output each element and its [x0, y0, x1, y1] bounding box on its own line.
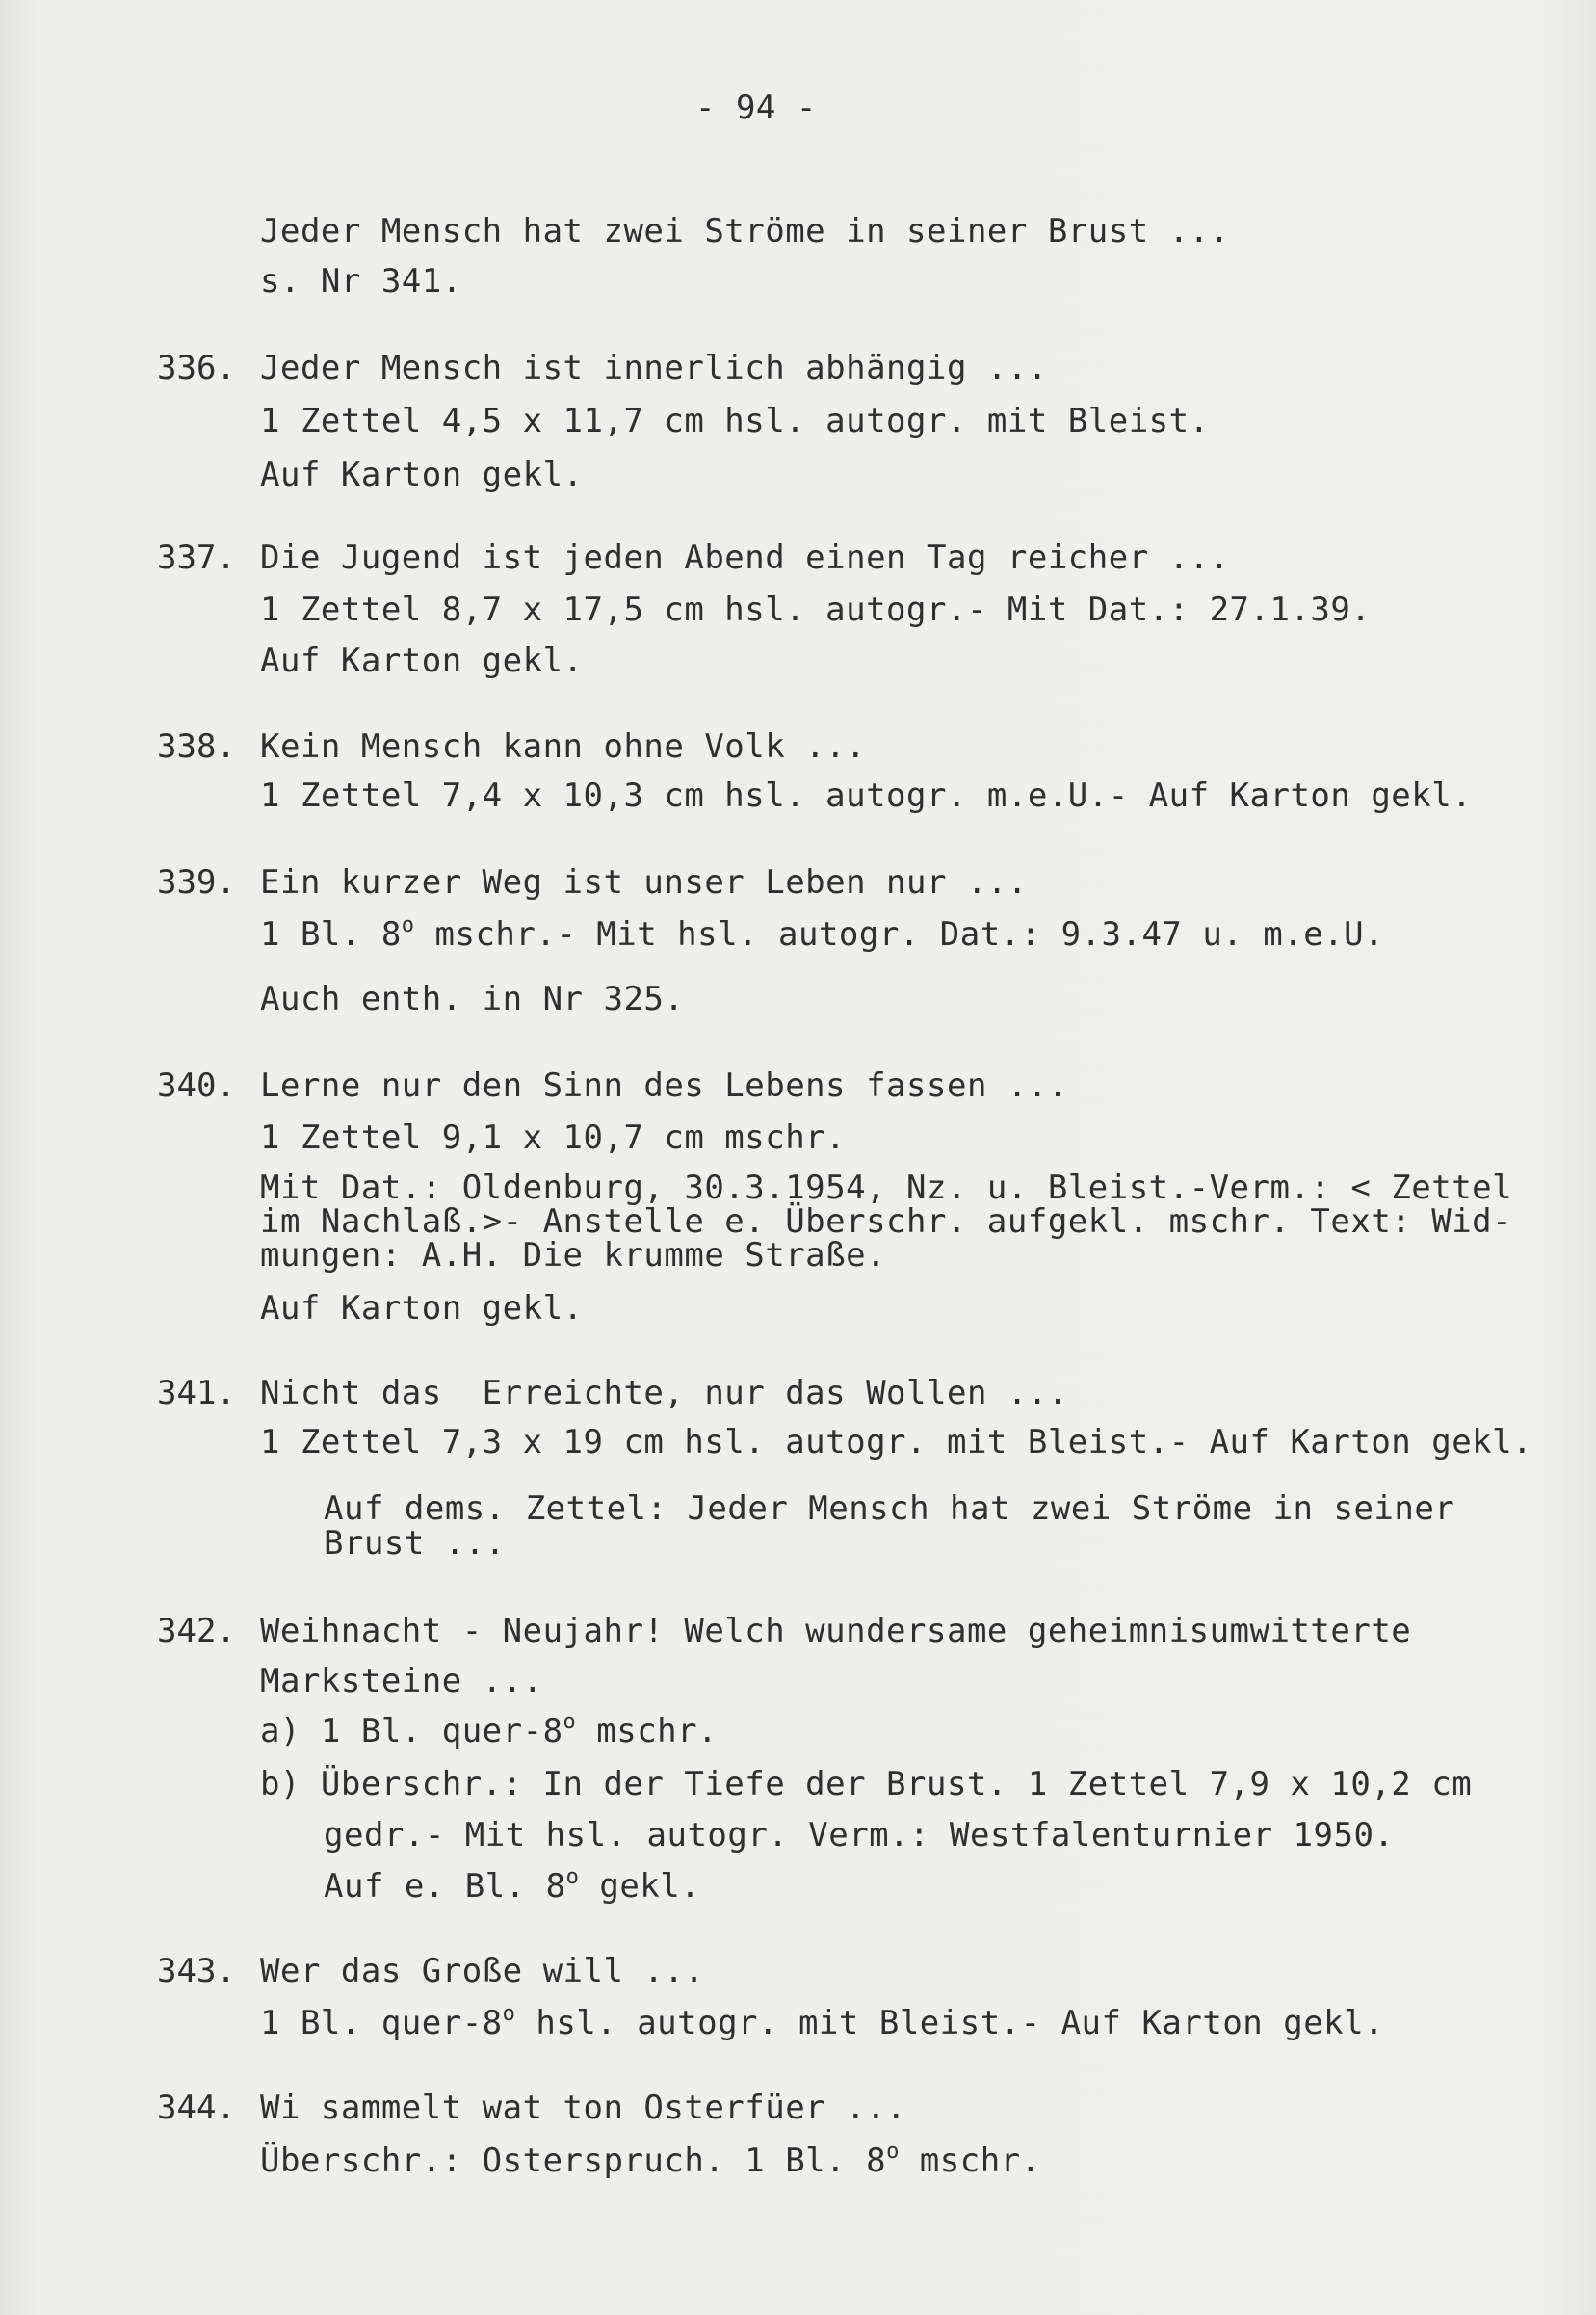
entry-title-continued: Marksteine ... [260, 1662, 543, 1700]
entry-title: Wer das Große will ... [260, 1952, 705, 1990]
entry-note: Auch enth. in Nr 325. [260, 980, 685, 1018]
page-number: - 94 - [695, 89, 817, 127]
entry-description-part: hsl. autogr. mit Bleist.- Auf Karton gekl. [515, 2004, 1385, 2042]
entry-title: Die Jugend ist jeden Abend einen Tag reicher ... [260, 539, 1230, 577]
entry-number: 344. [157, 2089, 236, 2127]
entry-note: Auf dems. Zettel: Jeder Mensch hat zwei Ströme in seiner [324, 1489, 1455, 1528]
entry-number: 336. [157, 349, 236, 387]
entry-note: Brust ... [324, 1524, 506, 1563]
entry-description: 1 Zettel 8,7 x 17,5 cm hsl. autogr.- Mit Dat.: 27.1.39. [260, 591, 1372, 629]
entry-item-a-part: mschr. [576, 1712, 719, 1750]
entry-number: 340. [157, 1066, 236, 1105]
entry-description-part: Überschr.: Osterspruch. 1 Bl. 8 [260, 2142, 887, 2180]
degree-superscript: o [565, 1865, 580, 1889]
entry-description: 1 Zettel 9,1 x 10,7 cm mschr. [260, 1118, 847, 1157]
entry-item-b-note-part: Auf e. Bl. 8 [324, 1867, 566, 1906]
entry-item-b-continued: gedr.- Mit hsl. autogr. Verm.: Westfalenturnier 1950. [324, 1816, 1395, 1855]
intro-reference: s. Nr 341. [260, 262, 462, 301]
entry-item-b-note [324, 1867, 700, 1910]
entry-title: Wi sammelt wat ton Osterfüer ... [260, 2089, 907, 2127]
entry-note: mungen: A.H. Die krumme Straße. [260, 1236, 887, 1275]
entry-item-b-note-part: gekl. [579, 1867, 701, 1906]
entry-number: 343. [157, 1952, 236, 1990]
degree-superscript: o [401, 913, 415, 937]
entry-description: 1 Zettel 4,5 x 11,7 cm hsl. autogr. mit Bleist. [260, 402, 1210, 440]
entry-title: Jeder Mensch ist innerlich abhängig ... [260, 349, 1048, 387]
entry-title: Nicht das Erreichte, nur das Wollen ... [260, 1374, 1068, 1412]
entry-number: 337. [157, 539, 236, 577]
entry-description: 1 Zettel 7,4 x 10,3 cm hsl. autogr. m.e.U.- Auf Karton gekl. [260, 776, 1473, 815]
entry-description-part: mschr. [899, 2142, 1041, 2180]
entry-description: 1 Zettel 7,3 x 19 cm hsl. autogr. mit Bleist.- Auf Karton gekl. [260, 1423, 1533, 1461]
degree-superscript: o [563, 1710, 577, 1734]
entry-description-part: mschr.- Mit hsl. autogr. Dat.: 9.3.47 u. m.e.U. [414, 915, 1385, 954]
entry-number: 338. [157, 727, 236, 766]
entry-title: Weihnacht - Neujahr! Welch wundersame geheimnisumwitterte [260, 1612, 1412, 1650]
entry-note: Auf Karton gekl. [260, 456, 584, 494]
entry-description-part: 1 Bl. quer-8 [260, 2004, 503, 2042]
degree-superscript: o [502, 2002, 516, 2026]
entry-item-a [260, 1712, 718, 1755]
entry-description [260, 2142, 1041, 2185]
entry-note: im Nachlaß.>- Anstelle e. Überschr. aufgekl. mschr. Text: Wid- [260, 1202, 1513, 1241]
entry-item-a-part: a) 1 Bl. quer-8 [260, 1712, 563, 1750]
entry-number: 339. [157, 863, 236, 902]
degree-superscript: o [886, 2140, 900, 2164]
entry-description-part: 1 Bl. 8 [260, 915, 402, 954]
entry-note: Mit Dat.: Oldenburg, 30.3.1954, Nz. u. Bleist.-Verm.: < Zettel [260, 1169, 1513, 1207]
entry-description [260, 2004, 1384, 2047]
entry-number: 342. [157, 1612, 236, 1650]
entry-description [260, 915, 1384, 959]
entry-title: Ein kurzer Weg ist unser Leben nur ... [260, 863, 1028, 902]
entry-title: Lerne nur den Sinn des Lebens fassen ... [260, 1066, 1068, 1105]
entry-note: Auf Karton gekl. [260, 642, 584, 680]
entry-number: 341. [157, 1374, 236, 1412]
entry-title: Kein Mensch kann ohne Volk ... [260, 727, 867, 766]
entry-item-b: b) Überschr.: In der Tiefe der Brust. 1 Zettel 7,9 x 10,2 cm [260, 1765, 1473, 1803]
intro-line: Jeder Mensch hat zwei Ströme in seiner Brust ... [260, 212, 1230, 250]
entry-note: Auf Karton gekl. [260, 1289, 584, 1328]
